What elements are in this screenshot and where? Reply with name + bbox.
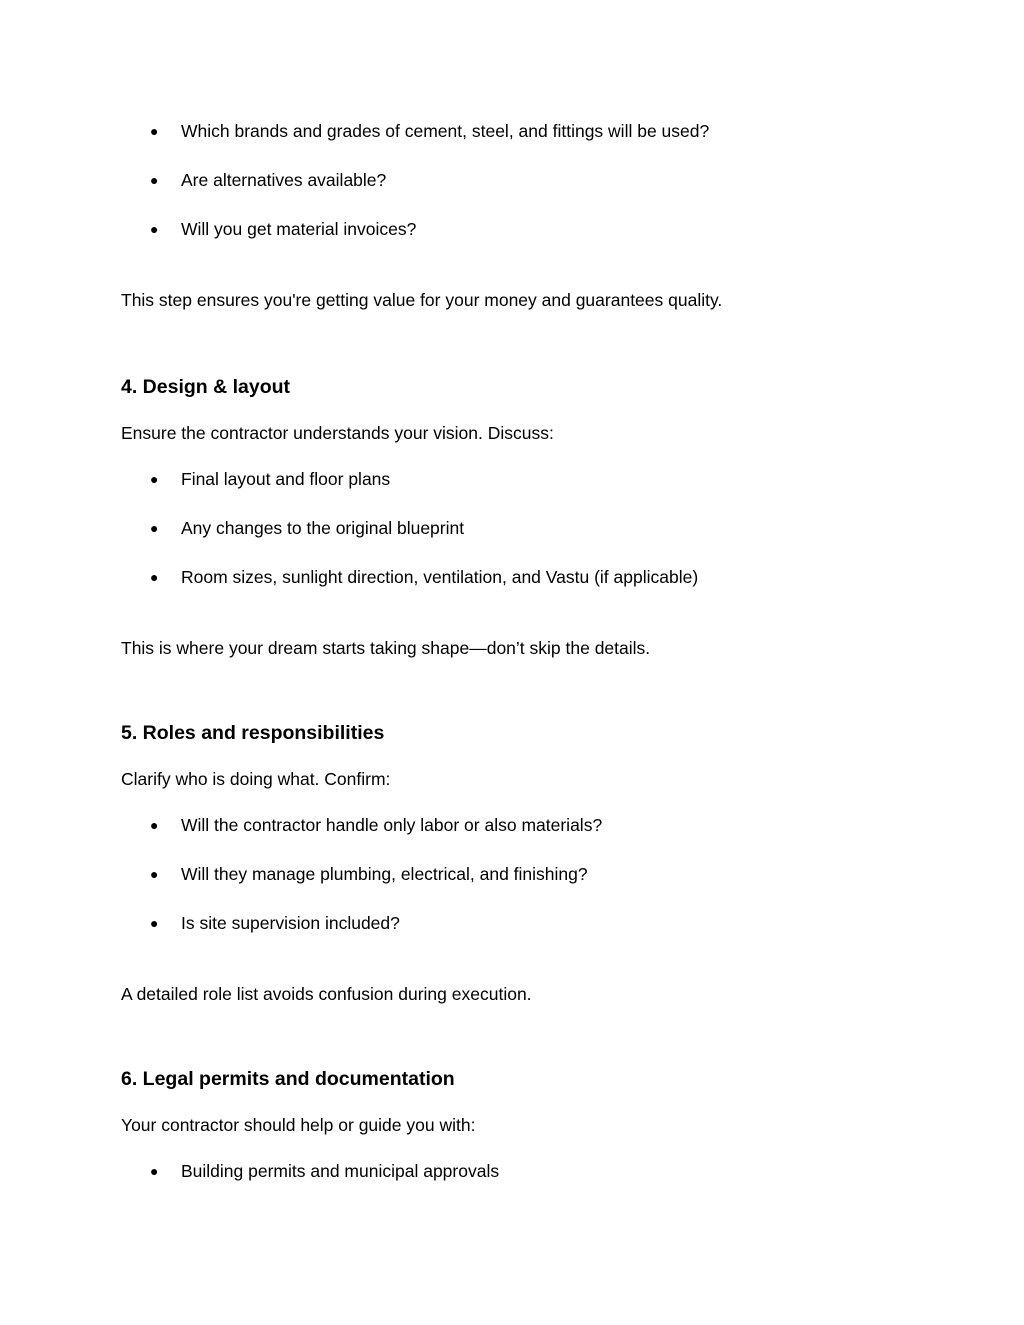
section-heading: 5. Roles and responsibilities — [121, 722, 385, 744]
list-item: Building permits and municipal approvals — [181, 1161, 500, 1181]
paragraph-intro: Clarify who is doing what. Confirm: — [121, 769, 391, 789]
list-item: Will you get material invoices? — [181, 219, 417, 239]
list-item: Are alternatives available? — [181, 170, 387, 190]
list-item: Is site supervision included? — [181, 913, 400, 933]
bullet-icon: ● — [150, 520, 159, 536]
list-item: Will the contractor handle only labor or also materials? — [181, 815, 603, 835]
section-heading: 6. Legal permits and documentation — [121, 1068, 455, 1090]
paragraph-closing: A detailed role list avoids confusion during execution. — [121, 984, 532, 1004]
list-item: Will they manage plumbing, electrical, and finishing? — [181, 864, 588, 884]
bullet-icon: ● — [150, 866, 159, 882]
paragraph-closing: This step ensures you're getting value for your money and guarantees quality. — [121, 290, 723, 310]
section-heading: 4. Design & layout — [121, 376, 291, 398]
list-item: Which brands and grades of cement, steel, and fittings will be used? — [181, 121, 710, 141]
bullet-icon: ● — [150, 1163, 159, 1179]
list-item: Any changes to the original blueprint — [181, 518, 465, 538]
list-item: Room sizes, sunlight direction, ventilation, and Vastu (if applicable) — [181, 567, 699, 587]
paragraph-closing: This is where your dream starts taking shape—don’t skip the details. — [121, 638, 651, 658]
bullet-icon: ● — [150, 172, 159, 188]
list-item: Final layout and floor plans — [181, 469, 391, 489]
bullet-icon: ● — [150, 817, 159, 833]
bullet-icon: ● — [150, 221, 159, 237]
bullet-icon: ● — [150, 471, 159, 487]
paragraph-intro: Ensure the contractor understands your vision. Discuss: — [121, 423, 554, 443]
bullet-icon: ● — [150, 123, 159, 139]
paragraph-intro: Your contractor should help or guide you with: — [121, 1115, 476, 1135]
bullet-icon: ● — [150, 915, 159, 931]
bullet-icon: ● — [150, 569, 159, 585]
